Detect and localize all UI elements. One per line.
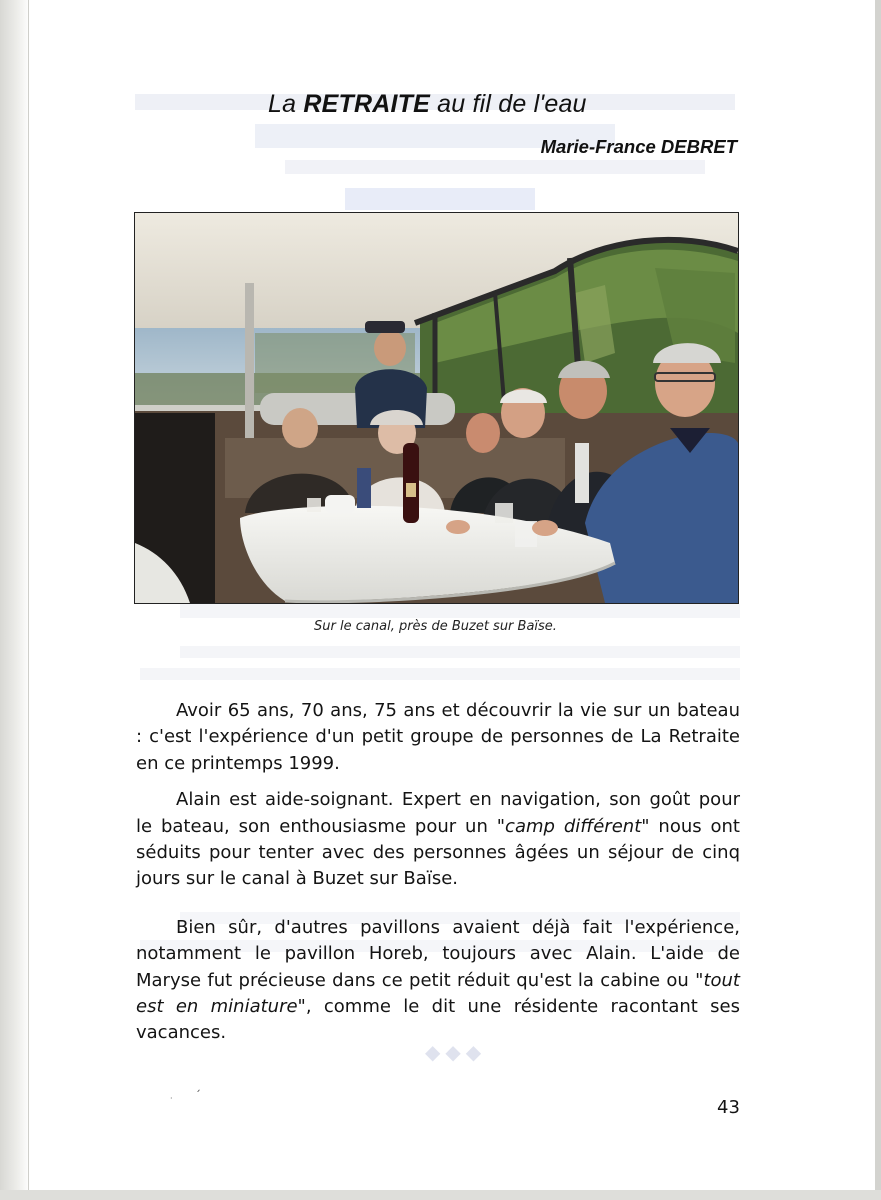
bleed-through-band [140,668,740,680]
title-prefix: La [268,90,304,118]
paragraph [136,787,740,893]
paragraph [136,915,740,1047]
title-emphasis: RETRAITE [303,90,430,118]
bleed-through-diamonds: ◆ ◆ ◆ [425,1042,482,1064]
article-title [268,90,587,119]
boat-group-photo [134,212,739,604]
ink-speck: · [170,1094,173,1103]
bleed-through-band [180,646,740,658]
page-edge [875,0,881,1200]
page-bottom-edge [0,1190,881,1200]
photo-caption: Sur le canal, près de Buzet sur Baïse. [314,619,557,634]
paragraph-text: Bien sûr, d'autres pavillons avaient déjà fait l'expérience, notamment le pavillon Horeb, toujours avec Alain. L'aide de Maryse fut précieuse dans ce petit réduit qu'est la cabine ou [136,916,740,991]
quoted-phrase: "camp différent" [496,815,650,837]
paragraph-text: Alain est aide-soignant. Expert en navigation, son goût pour le bateau, son enthousiasme pour un [136,789,740,837]
bleed-through-band [345,188,535,210]
paragraph-text: , comme le dit une résidente racontant ses vacances. [136,996,740,1044]
paragraph-text: nous ont séduits pour tenter avec des personnes âgées un séjour de cinq jours sur le canal à Buzet sur Baïse. [136,815,740,890]
page-gutter [0,0,30,1200]
bleed-through-band [180,604,740,618]
quoted-phrase: "tout est en miniature" [136,969,740,1018]
article-body [136,698,740,1057]
article-author: Marie-France DEBRET [540,136,737,157]
page-number: 43 [717,1097,740,1118]
ink-speck: ˏ [195,1078,201,1092]
paragraph: Avoir 65 ans, 70 ans, 75 ans et découvrir la vie sur un bateau : c'est l'expérience d'un petit groupe de personnes de La Retraite en ce printemps 1999. [136,700,740,774]
title-suffix: au fil de l'eau [429,90,587,118]
bleed-through-band [285,160,705,174]
